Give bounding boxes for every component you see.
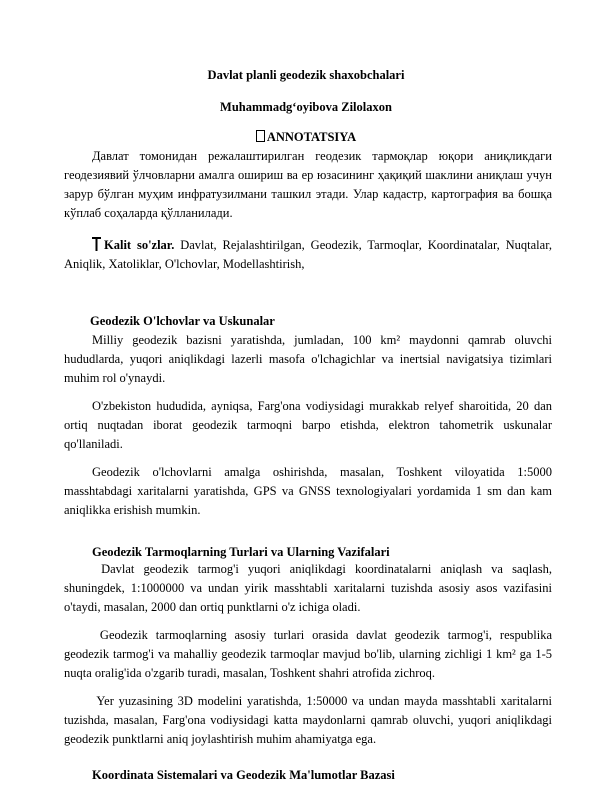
keywords-label: Kalit so'zlar. bbox=[104, 238, 175, 252]
document-title: Davlat planli geodezik shaxobchalari bbox=[207, 68, 405, 82]
section-heading: Geodezik O'lchovlar va Uskunalar bbox=[90, 314, 275, 328]
document-author: Muhammadg‘oyibova Zilolaxon bbox=[220, 100, 392, 114]
section-paragraph: Geodezik tarmoqlarning asosiy turlari orasida davlat geodezik tarmog'i, respublika geodezik tarmog'i va mahalliy geodezik tarmoqlar mavjud bo'lib, ularning zichligi 1 km² ga 1-5 nuqta oralig'ida o'zgarib turadi, masalan, Toshkent shahri atrofida zichroq. bbox=[64, 628, 552, 680]
annotation-text: Давлат томонидан режалаштирилган геодезик тармоқлар юқори аниқликдаги геодезиявий ўлчовларни амалга ошириш ва ер юзасининг ҳақиқий шаклини аниқлаш учун зарур бўлган муҳим инфратузилмани ташкил этади. Улар кадастр, картография ва бошқа кўплаб соҳаларда қўлланилади. bbox=[64, 149, 552, 220]
annotation-heading-row bbox=[0, 130, 612, 145]
section-heading: Koordinata Sistemalari va Geodezik Ma'lumotlar Bazasi bbox=[92, 768, 395, 782]
annotation-paragraph bbox=[64, 147, 552, 223]
section-paragraph: Davlat geodezik tarmog'i yuqori aniqlikdagi koordinatalarni aniqlash va saqlash, shuningdek, 1:1000000 va undan yirik masshtabli xaritalarni tuzishda asosiy asos vazifasini o'taydi, masalan, 2000 dan ortiq punktlarni o'z ichiga oladi. bbox=[64, 562, 552, 614]
section-paragraph: Geodezik o'lchovlarni amalga oshirishda, masalan, Toshkent viloyatida 1:5000 masshtabdagi xaritalarni yaratishda, GPS va GNSS texnologiyalari yordamida 1 sm dan kam aniqlikka erishish mumkin. bbox=[64, 465, 552, 517]
section-heading: Geodezik Tarmoqlarning Turlari va Ularning Vazifalari bbox=[92, 545, 390, 559]
keywords-text: Davlat, Rejalashtirilgan, Geodezik, Tarmoqlar, Koordinatalar, Nuqtalar, Aniqlik, Xatoliklar, O'lchovlar, Modellashtirish, bbox=[64, 238, 552, 271]
section-paragraph: Milliy geodezik bazisni yaratishda, jumladan, 100 km² maydonni qamrab oluvchi hududlarda, yuqori aniqlikdagi lazerli masofa o'lchagichlar va inertsial navigatsiya tizimlari muhim rol o'ynaydi. bbox=[64, 333, 552, 385]
key-bullet-icon bbox=[92, 237, 101, 251]
missing-glyph-icon bbox=[256, 130, 265, 142]
keywords-paragraph bbox=[64, 236, 552, 274]
section-paragraph: O'zbekiston hududida, ayniqsa, Farg'ona vodiysidagi murakkab relyef sharoitida, 20 dan ortiq nuqtadan iborat geodezik tarmoqni barpo etishda, elektron tahometrik uskunalar qo'llaniladi. bbox=[64, 399, 552, 451]
section-paragraph: Yer yuzasining 3D modelini yaratishda, 1:50000 va undan mayda masshtabli xaritalarni tuzishda, masalan, Farg'ona vodiysidagi katta maydonlarni qamrab oluvchi, yuqori aniqlikdagi geodezik punktlarni aniq joylashtirish muhim ahamiyatga ega. bbox=[64, 694, 552, 746]
annotation-heading: ANNOTATSIYA bbox=[266, 130, 357, 144]
